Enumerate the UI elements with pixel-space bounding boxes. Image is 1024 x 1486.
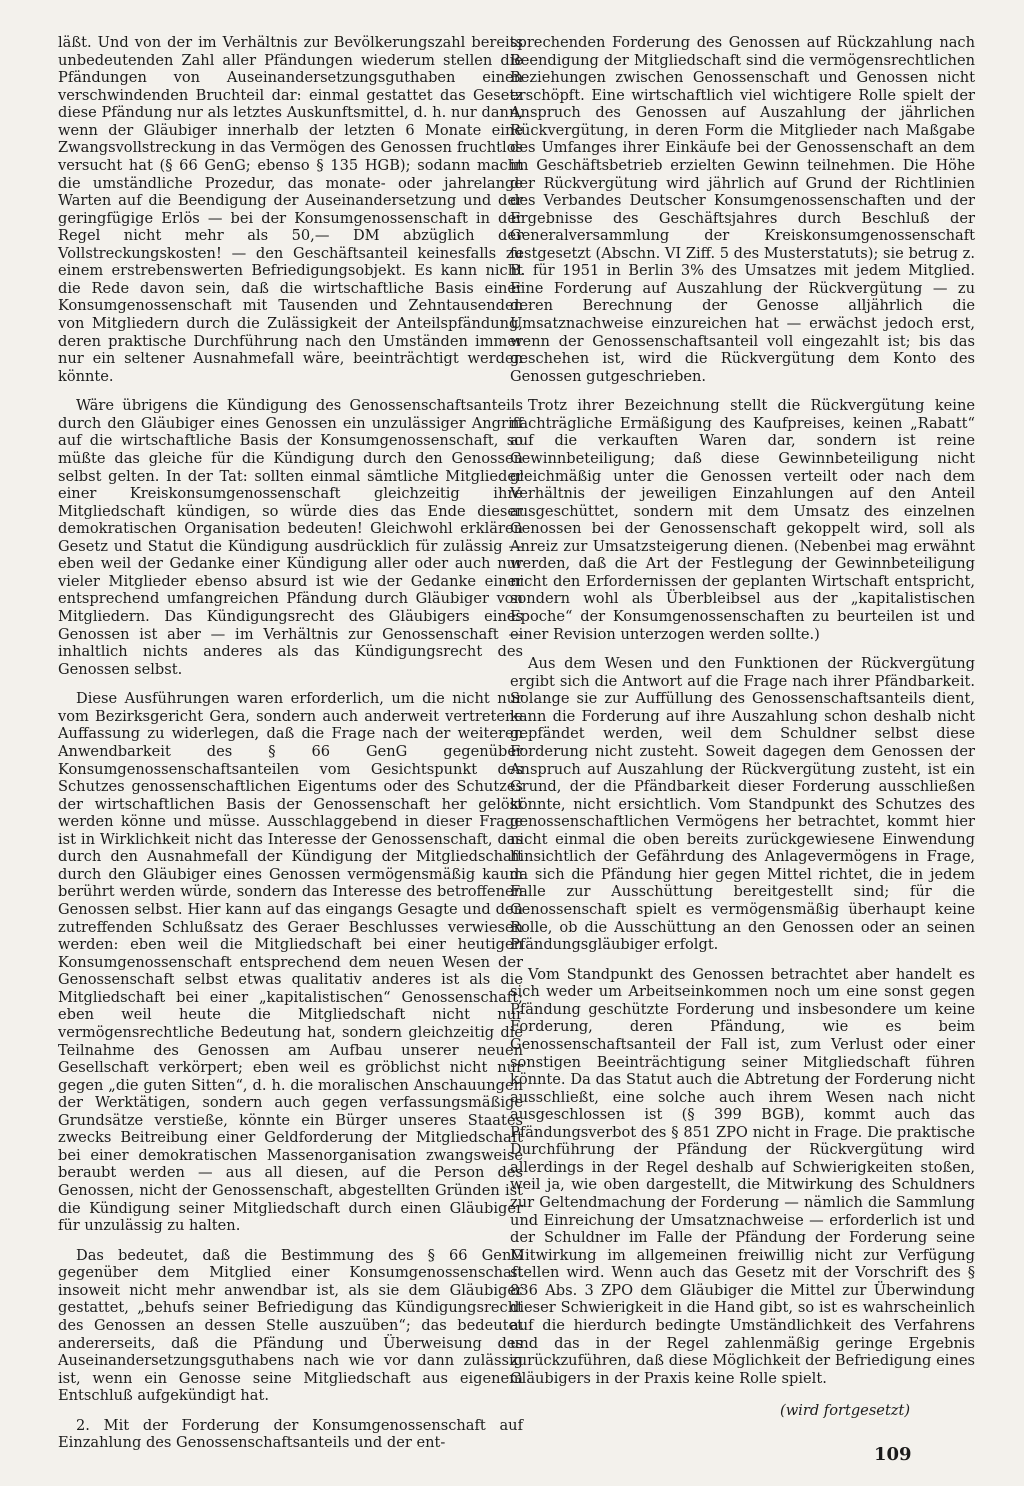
continuation-note: (wird fortgesetzt) — [780, 1402, 911, 1419]
paragraph: 2. Mit der Forderung der Konsumgenossenschaft auf Einzahlung des Genossenschaftsanteils und der ent- — [58, 1416, 523, 1452]
paragraph: sprechenden Forderung des Genossen auf Rückzahlung nach Beendigung der Mitgliedschaft sind die vermögensrechtlichen Beziehungen zwischen Genossenschaft und Genossen nicht erschöpft. Eine wirtschaftlich viel wichtigere Rolle spielt der Anspruch des Genossen auf Auszahlung der jährlichen Rückvergütung, in deren Form die Mitglieder nach Maßgabe des Umfanges ihrer Einkäufe bei der Genossenschaft an dem im Geschäftsbetrieb erzielten Gewinn teilnehmen. Die Höhe der Rückvergütung wird jährlich auf Grund der Richtlinien des Verbandes Deutscher Konsumgenossenschaften und der Ergebnisse des Geschäftsjahres durch Beschluß der Generalversammlung der Kreiskonsumgenossenschaft festgesetzt (Abschn. VI Ziff. 5 des Musterstatuts); sie betrug z. B. für 1951 in Berlin 3% des Umsatzes mit jedem Mitglied. Eine Forderung auf Auszahlung der Rückvergütung — zu deren Berechnung der Genosse alljährlich die Umsatznachweise einzureichen hat — erwächst jedoch erst, wenn der Genossenschaftsanteil voll eingezahlt ist; bis das geschehen ist, wird die Rückvergütung dem Konto des Genossen gutgeschrieben. — [510, 34, 975, 385]
paragraph: Aus dem Wesen und den Funktionen der Rückvergütung ergibt sich die Antwort auf die Frage nach ihrer Pfändbarkeit. Solange sie zur Auffüllung des Genossenschaftsanteils dient, kann die Forderung auf ihre Auszahlung schon deshalb nicht gepfändet werden, weil dem Schuldner selbst diese Forderung nicht zusteht. Soweit dagegen dem Genossen der Anspruch auf Auszahlung der Rückvergütung zusteht, ist ein Grund, der die Pfändbarkeit dieser Forderung ausschließen könnte, nicht ersichtlich. Vom Standpunkt des Schutzes des genossenschaftlichen Vermögens her betrachtet, kommt hier nicht einmal die oben bereits zurückgewiesene Einwendung hinsichtlich der Gefährdung des Anlagevermögens in Frage, da sich die Pfändung hier gegen Mittel richtet, die in jedem Falle zur Ausschüttung bereitgestellt sind; für die Genossenschaft spielt es vermögensmäßig überhaupt keine Rolle, ob die Ausschüttung an den Genossen oder an seinen Pfändungsgläubiger erfolgt. — [510, 655, 975, 954]
paragraph: Diese Ausführungen waren erforderlich, um die nicht nur vom Bezirksgericht Gera, sondern auch anderweit vertretene Auffassung zu widerlegen, daß die Frage nach der weiteren Anwendbarkeit des § 66 GenG gegenüber Konsumgenossenschaftsanteilen vom Gesichtspunkt des Schutzes genossenschaftlichen Eigentums oder des Schutzes der wirtschaftlichen Basis der Genossenschaft her gelöst werden könne und müsse. Ausschlaggebend in dieser Frage ist in Wirklichkeit nicht das Interesse der Genossenschaft, das durch den Ausnahmefall der Kündigung der Mitgliedschaft durch den Gläubiger eines Genossen vermögensmäßig kaum berührt werden würde, sondern das Interesse des betroffenen Genossen selbst. Hier kann auf das eingangs Gesagte und den zutreffenden Schlußsatz des Geraer Beschlusses verwiesen werden: eben weil die Mitgliedschaft bei einer heutigen Konsumgenossenschaft entsprechend dem neuen Wesen der Genossenschaft selbst etwas qualitativ anderes ist als die Mitgliedschaft bei einer „kapitalistischen“ Genossenschaft; eben weil heute die Mitgliedschaft nicht nur vermögensrechtliche Bedeutung hat, sondern gleichzeitig die Teilnahme des Genossen am Aufbau unserer neuen Gesellschaft verkörpert; eben weil es gröblichst nicht nur gegen „die guten Sitten“, d. h. die moralischen Anschauungen der Werktätigen, sondern auch gegen verfassungsmäßige Grundsätze verstieße, könnte ein Bürger unseres Staates zwecks Beitreibung einer Geldforderung der Mitgliedschaft bei einer demokratischen Massenorganisation zwangsweise beraubt werden — aus all diesen, auf die Person des Genossen, nicht der Genossenschaft, abgestellten Gründen ist die Kündigung seiner Mitgliedschaft durch einen Gläubiger für unzulässig zu halten. — [58, 690, 523, 1235]
paragraph: Das bedeutet, daß die Bestimmung des § 66 GenG gegenüber dem Mitglied einer Konsumgenossenschaft insoweit nicht mehr anwendbar ist, als sie dem Gläubiger gestattet, „behufs seiner Befriedigung das Kündigungsrecht des Genossen an dessen Stelle auszuüben“; das bedeutet andererseits, daß die Pfändung und Überweisung des Auseinandersetzungsguthabens nach wie vor dann zulässig ist, wenn ein Genosse seine Mitgliedschaft aus eigenem Entschluß aufgekündigt hat. — [58, 1246, 523, 1405]
page-number: 109 — [874, 1444, 912, 1465]
left-text-column — [58, 34, 523, 1464]
paragraph: Wäre übrigens die Kündigung des Genossenschaftsanteils durch den Gläubiger eines Genossen ein unzulässiger Angriff auf die wirtschaftliche Basis der Konsumgenossenschaft, so müßte das gleiche für die Kündigung durch den Genossen selbst gelten. In der Tat: sollten einmal sämtliche Mitglieder einer Kreiskonsumgenossenschaft gleichzeitig ihre Mitgliedschaft kündigen, so würde dies das Ende dieser demokratischen Organisation bedeuten! Gleichwohl erklären Gesetz und Statut die Kündigung ausdrücklich für zulässig — eben weil der Gedanke einer Kündigung aller oder auch nur vieler Mitglieder ebenso absurd ist wie der Gedanke einer entsprechend umfangreichen Pfändung durch Gläubiger von Mitgliedern. Das Kündigungsrecht des Gläubigers eines Genossen ist aber — im Verhältnis zur Genossenschaft — inhaltlich nichts anderes als das Kündigungsrecht des Genossen selbst. — [58, 397, 523, 678]
paragraph: läßt. Und von der im Verhältnis zur Bevölkerungszahl bereits unbedeutenden Zahl aller Pfändungen wiederum stellen die Pfändungen von Auseinandersetzungsguthaben einen verschwindenden Bruchteil dar: einmal gestattet das Gesetz diese Pfändung nur als letztes Auskunftsmittel, d. h. nur dann, wenn der Gläubiger innerhalb der letzten 6 Monate eine Zwangsvollstreckung in das Vermögen des Genossen fruchtlos versucht hat (§ 66 GenG; ebenso § 135 HGB); sodann macht die umständliche Prozedur, das monate- oder jahrelange Warten auf die Beendigung der Auseinandersetzung und der geringfügige Erlös — bei der Konsumgenossenschaft in der Regel nicht mehr als 50,— DM abzüglich der Vollstreckungskosten! — den Geschäftsanteil keinesfalls zu einem erstrebenswerten Befriedigungsobjekt. Es kann nicht die Rede davon sein, daß die wirtschaftliche Basis einer Konsumgenossenschaft mit Tausenden und Zehntausenden von Mitgliedern durch die Zulässigkeit der Anteilspfändung, deren praktische Durchführung nach den Umständen immer nur ein seltener Ausnahmefall wäre, beeinträchtigt werden könnte. — [58, 34, 523, 385]
right-text-column — [510, 34, 975, 1399]
paragraph: Vom Standpunkt des Genossen betrachtet aber handelt es sich weder um Arbeitseinkommen noch um eine sonst gegen Pfändung geschützte Forderung und insbesondere um keine Forderung, deren Pfändung, wie es beim Genossenschaftsanteil der Fall ist, zum Verlust oder einer sonstigen Beeinträchtigung seiner Mitgliedschaft führen könnte. Da das Statut auch die Abtretung der Forderung nicht ausschließt, eine solche auch ihrem Wesen nach nicht ausgeschlossen ist (§ 399 BGB), kommt auch das Pfändungsverbot des § 851 ZPO nicht in Frage. Die praktische Durchführung der Pfändung der Rückvergütung wird allerdings in der Regel deshalb auf Schwierigkeiten stoßen, weil ja, wie oben dargestellt, die Mitwirkung des Schuldners zur Geltendmachung der Forderung — nämlich die Sammlung und Einreichung der Umsatznachweise — erforderlich ist und der Schuldner im Falle der Pfändung der Forderung seine Mitwirkung im allgemeinen freiwillig nicht zur Verfügung stellen wird. Wenn auch das Gesetz mit der Vorschrift des § 836 Abs. 3 ZPO dem Gläubiger die Mittel zur Überwindung dieser Schwierigkeit in die Hand gibt, so ist es wahrscheinlich auf die hierdurch bedingte Umständlichkeit des Verfahrens und das in der Regel zahlenmäßig geringe Ergebnis zurückzuführen, daß diese Möglichkeit der Befriedigung eines Gläubigers in der Praxis keine Rolle spielt. — [510, 965, 975, 1387]
paragraph: Trotz ihrer Bezeichnung stellt die Rückvergütung keine nachträgliche Ermäßigung des Kaufpreises, keinen „Rabatt“ auf die verkauften Waren dar, sondern ist reine Gewinnbeteiligung; daß diese Gewinnbeteiligung nicht gleichmäßig unter die Genossen verteilt oder nach dem Verhältnis der jeweiligen Einzahlungen auf den Anteil ausgeschüttet, sondern mit dem Umsatz des einzelnen Genossen bei der Genossenschaft gekoppelt wird, soll als Anreiz zur Umsatzsteigerung dienen. (Nebenbei mag erwähnt werden, daß die Art der Festlegung der Gewinnbeteiligung nicht den Erfordernissen der geplanten Wirtschaft entspricht, sondern wohl als Überbleibsel aus der „kapitalistischen Epoche“ der Konsumgenossenschaften zu beurteilen ist und einer Revision unterzogen werden sollte.) — [510, 397, 975, 643]
